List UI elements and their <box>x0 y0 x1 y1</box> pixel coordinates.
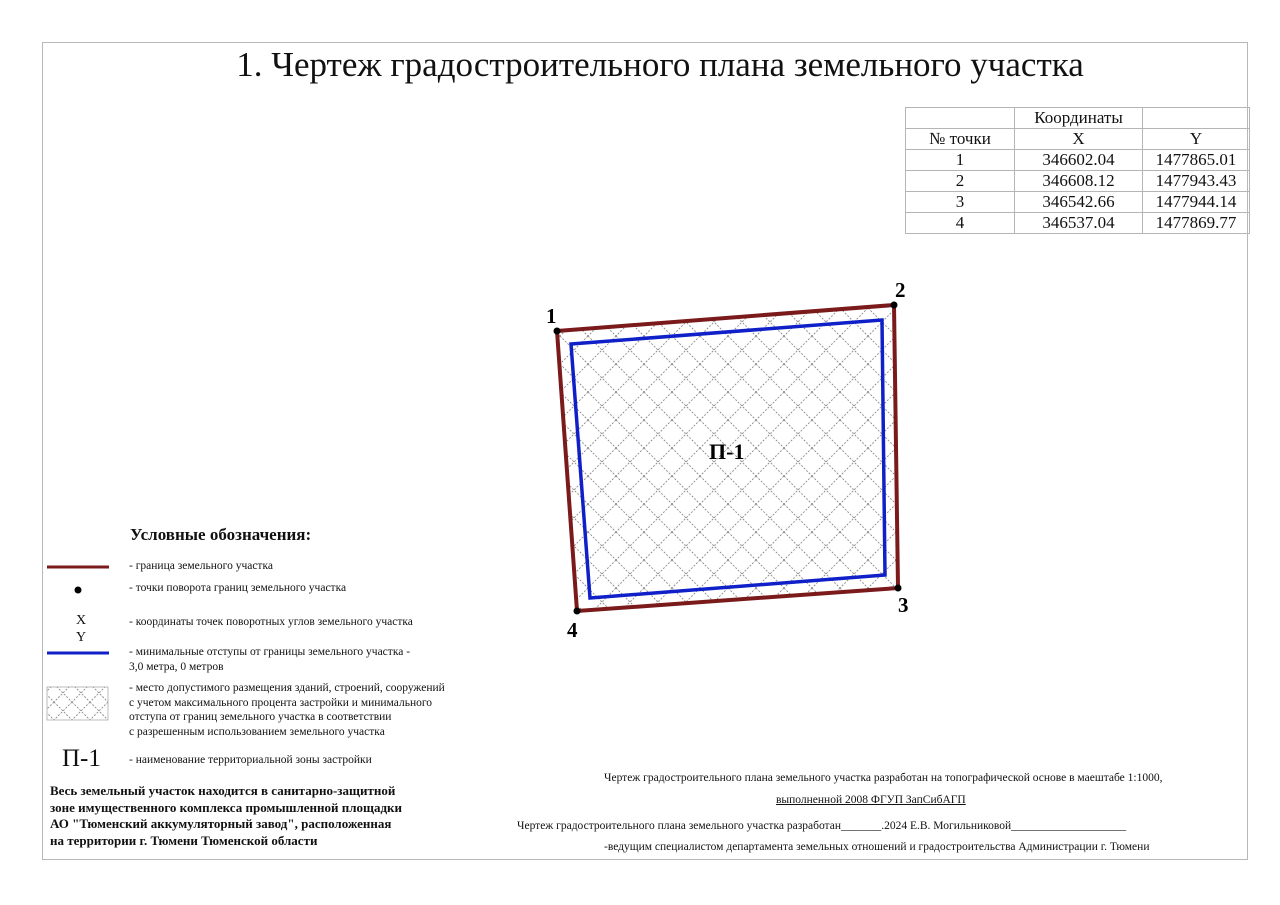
point-number: 4 <box>906 213 1015 234</box>
point-label-3: 3 <box>898 593 909 617</box>
legend-hatch-symbol <box>47 687 108 720</box>
x-value: 346542.66 <box>1015 192 1143 213</box>
y-value: 1477944.14 <box>1143 192 1250 213</box>
point-label-4: 4 <box>567 618 578 642</box>
legend-item-setback: - минимальные отступы от границы земельного участка - 3,0 метра, 0 метров <box>129 646 411 673</box>
coordinates-header: Координаты <box>1015 108 1143 129</box>
legend-zone-symbol: П-1 <box>62 745 101 772</box>
turning-point-3 <box>895 585 902 592</box>
legend-point-symbol <box>75 587 82 594</box>
footer-author-line: Чертеж градостроительного плана земельного участка разработан_______.2024 Е.В. Могильниковой____________________ <box>517 820 1127 832</box>
legend-item-coordinates: - координаты точек поворотных углов земельного участка <box>129 616 413 628</box>
point-number: 2 <box>906 171 1015 192</box>
x-header: X <box>1015 129 1143 150</box>
legend-item-zone: - наименование территориальной зоны застройки <box>129 754 372 766</box>
footer-author-position: -ведущим специалистом департамента земельных отношений и градостроительства Администрации г. Тюмени <box>604 841 1150 853</box>
point-number: 3 <box>906 192 1015 213</box>
turning-point-2 <box>891 302 898 309</box>
legend-title: Условные обозначения: <box>130 525 312 544</box>
turning-point-1 <box>554 328 561 335</box>
y-header: Y <box>1143 129 1250 150</box>
footer-topography-note: Чертеж градостроительного плана земельного участка разработан на топографической основе в маештабе 1:1000, <box>604 772 1163 784</box>
x-value: 346602.04 <box>1015 150 1143 171</box>
zone-label: П-1 <box>709 439 745 464</box>
page-title: 1. Чертеж градостроительного плана земельного участка <box>236 45 1084 84</box>
legend-item-buildable: - место допустимого размещения зданий, строений, сооружений с учетом максимального процента застройки и минимального отступа от границ земельного участка в соответствии с разрешенным использованием земельного участка <box>129 682 445 738</box>
legend-item-points: - точки поворота границ земельного участка <box>129 582 347 594</box>
y-value: 1477943.43 <box>1143 171 1250 192</box>
turning-point-4 <box>574 608 581 615</box>
legend-y: Y <box>76 630 87 645</box>
point-number-header: № точки <box>906 129 1015 150</box>
x-value: 346608.12 <box>1015 171 1143 192</box>
legend-x: X <box>76 613 87 628</box>
point-label-1: 1 <box>546 304 557 328</box>
point-number: 1 <box>906 150 1015 171</box>
y-value: 1477865.01 <box>1143 150 1250 171</box>
point-label-2: 2 <box>895 278 906 302</box>
x-value: 346537.04 <box>1015 213 1143 234</box>
y-value: 1477869.77 <box>1143 213 1250 234</box>
footer-survey-source: выполненной 2008 ФГУП ЗапСибАГП <box>776 794 966 806</box>
legend-xy-symbol <box>76 612 86 646</box>
sanitary-zone-note: Весь земельный участок находится в санитарно-защитной зоне имущественного комплекса промышленной площадки АО "Тюменский аккумуляторный завод", расположенная на территории г. Тюмени Тюменской области <box>50 783 403 848</box>
legend-item-boundary: - граница земельного участка <box>129 560 273 572</box>
